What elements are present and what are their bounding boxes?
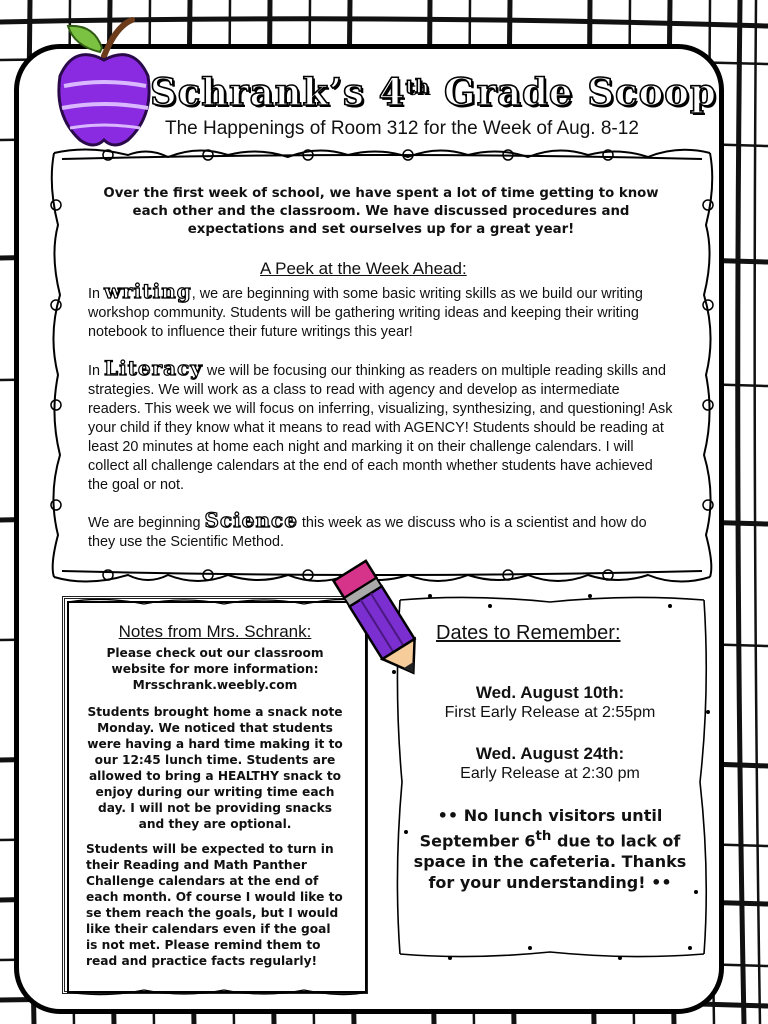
writing-word: writing <box>104 279 192 303</box>
apple-icon <box>54 16 154 151</box>
intro-paragraph: Over the first week of school, we have spent a lot of time getting to know each other and the classroom. We have discussed procedures and expectations and set ourselves up for a great year! <box>103 186 659 237</box>
peek-heading: A Peek at the Week Ahead: <box>260 259 467 278</box>
pencil-icon <box>322 556 440 686</box>
date-1-label: Wed. August 10th: <box>475 683 625 702</box>
dates-heading: Dates to Remember: <box>436 622 621 644</box>
science-word: Science <box>204 508 298 532</box>
lunch-visitors-note: •• No lunch visitors until September 6th due to lack of space in the cafeteria. Thanks for your understanding! •• <box>413 806 687 893</box>
literacy-paragraph: In Literacy we will be focusing our thinking as readers on multiple reading skills and strategies. We will work as a class to read with agency and develop as intermediate readers. This week we will focus on inferring, visualizing, synthesizing, and questioning! Ask your child if they know what it means to read with AGENCY! Students should be reading at least 20 minutes at home each night and marking it on their challenge calendars. I will collect all challenge calendars at the end of each month whether students have achieved the goal or not. <box>88 356 673 493</box>
newsletter-subtitle: The Happenings of Room 312 for the Week of Aug. 8-12 <box>165 118 639 139</box>
date-2-desc: Early Release at 2:30 pm <box>460 765 640 782</box>
literacy-word: Literacy <box>104 356 203 380</box>
science-paragraph: We are beginning Science this week as we discuss who is a scientist and how do they use the Scientific Method. <box>88 508 647 550</box>
newsletter-title: Schrank’s 4th Grade Scoop <box>150 70 717 114</box>
notes-heading: Notes from Mrs. Schrank: <box>118 622 312 641</box>
writing-paragraph: In writing, we are beginning with some basic writing skills as we build our writing workshop community. Students will be gathering writing ideas and keeping their writing notebook to influence their future writings this year! <box>88 279 643 340</box>
date-2-label: Wed. August 24th: <box>475 744 625 763</box>
date-1-desc: First Early Release at 2:55pm <box>444 704 656 721</box>
notes-calendars: Students will be expected to turn in their Reading and Math Panther Challenge calendars at the end of each month. Of course I would like to se them reach the goals, but I would like their calendars even if the goal is not met. Please remind them to read and practice facts regularly! <box>86 842 343 968</box>
notes-website: Please check out our classroom website for more information: Mrsschrank.weebly.com <box>106 646 324 692</box>
notes-snack: Students brought home a snack note Monday. We noticed that students were having a hard time making it to our 12:45 lunch time. Students are allowed to bring a HEALTHY snack to enjoy during our writing time each day. I will not be providing snacks and they are optional. <box>87 705 343 831</box>
